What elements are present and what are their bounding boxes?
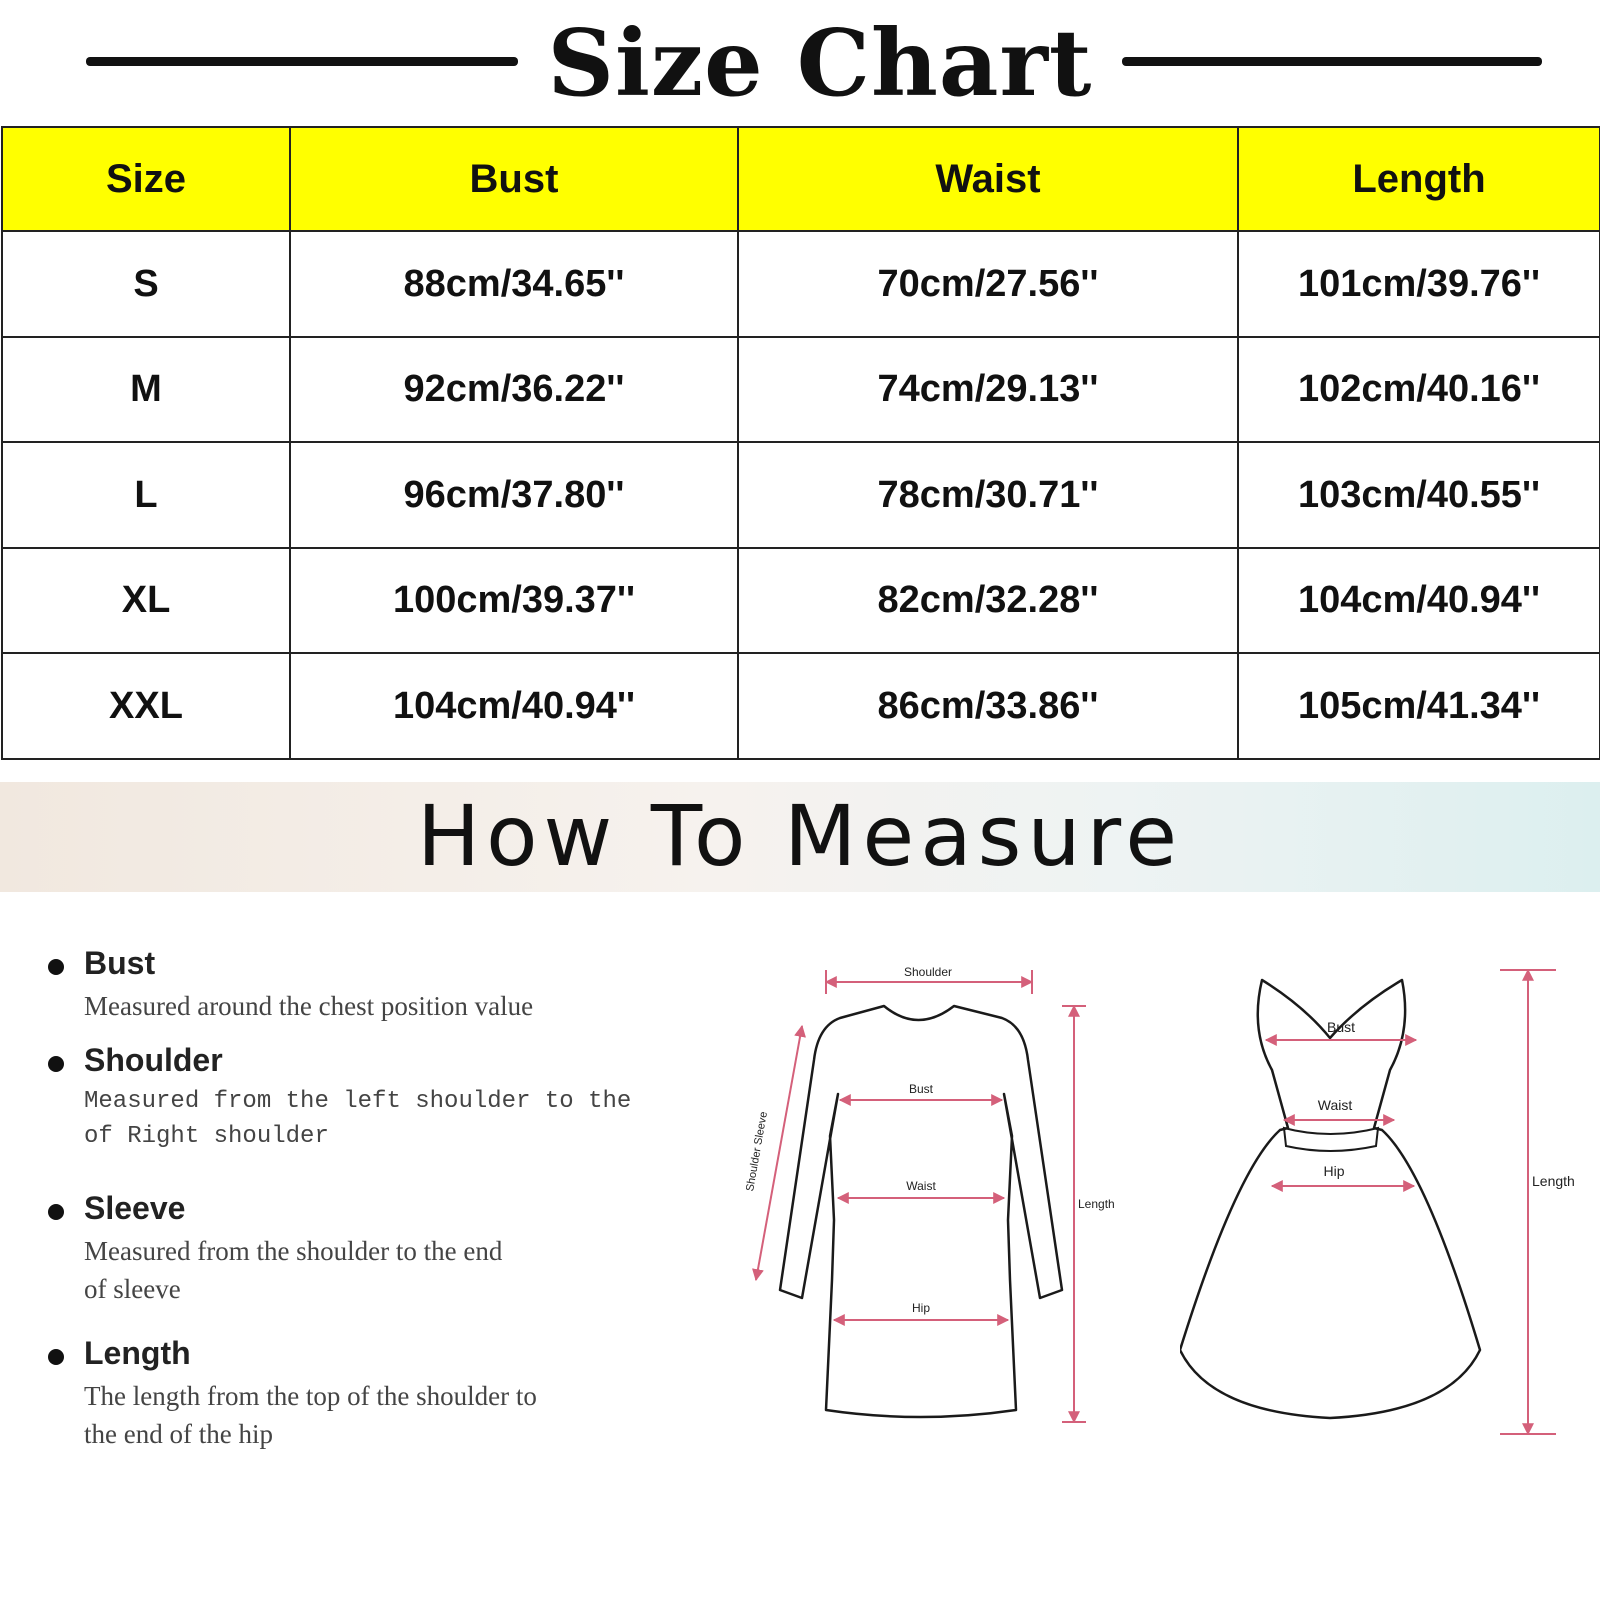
shoulder-label: Shoulder xyxy=(903,965,953,979)
title-rule-right xyxy=(1122,57,1542,66)
bust-cell: 100cm/39.37'' xyxy=(290,548,738,654)
column-header-bust: Bust xyxy=(290,127,738,231)
size-chart-header xyxy=(0,0,1600,125)
waist-cell: 70cm/27.56'' xyxy=(738,231,1238,337)
instruction-title: Sleeve xyxy=(84,1190,186,1226)
bust-cell: 92cm/36.22'' xyxy=(290,337,738,443)
title-rule-left xyxy=(86,57,518,66)
length-cell: 102cm/40.16'' xyxy=(1238,337,1600,443)
bust-cell: 104cm/40.94'' xyxy=(290,653,738,759)
instruction-title: Length xyxy=(84,1335,191,1371)
bust-cell: 88cm/34.65'' xyxy=(290,231,738,337)
waist-label: Waist xyxy=(1317,1097,1353,1113)
description-line: Measured around the chest position value xyxy=(84,991,534,1021)
bullet-icon xyxy=(48,1349,64,1365)
sleeveless-dress-diagram xyxy=(1180,950,1590,1440)
hip-label: Hip xyxy=(1323,1163,1345,1179)
bullet-icon xyxy=(48,959,64,975)
table-row xyxy=(2,337,1600,443)
size-cell: M xyxy=(2,337,290,443)
table-row xyxy=(2,442,1600,548)
waist-cell: 74cm/29.13'' xyxy=(738,337,1238,443)
column-header-length: Length xyxy=(1238,127,1600,231)
table-header-row xyxy=(2,127,1600,231)
instruction-title: Bust xyxy=(84,945,156,981)
bust-cell: 96cm/37.80'' xyxy=(290,442,738,548)
length-label: Length xyxy=(1078,1197,1115,1211)
how-to-measure-banner xyxy=(0,782,1600,892)
length-cell: 104cm/40.94'' xyxy=(1238,548,1600,654)
instruction-description xyxy=(84,1232,684,1308)
description-line: the end of the hip xyxy=(84,1419,273,1449)
table-row xyxy=(2,653,1600,759)
size-cell: L xyxy=(2,442,290,548)
long-sleeve-dress-outline xyxy=(780,1006,1062,1417)
sleeve-arrow xyxy=(756,1026,802,1280)
bullet-icon xyxy=(48,1056,64,1072)
description-line: of Right shoulder xyxy=(84,1123,329,1150)
instruction-description xyxy=(84,1377,684,1453)
size-cell: S xyxy=(2,231,290,337)
length-cell: 101cm/39.76'' xyxy=(1238,231,1600,337)
sleeve-label: Shoulder Sleeve xyxy=(744,1110,770,1193)
table-row xyxy=(2,548,1600,654)
bust-label: Bust xyxy=(908,1082,934,1096)
table-row xyxy=(2,231,1600,337)
instruction-description xyxy=(84,1084,684,1154)
sleeveless-dress-outline xyxy=(1180,980,1480,1418)
column-header-waist: Waist xyxy=(738,127,1238,231)
description-line: Measured from the shoulder to the end xyxy=(84,1236,503,1266)
instruction-title: Shoulder xyxy=(84,1042,223,1078)
length-cell: 103cm/40.55'' xyxy=(1238,442,1600,548)
description-line: Measured from the left shoulder to the xyxy=(84,1088,632,1115)
bust-label: Bust xyxy=(1326,1019,1356,1035)
hip-label: Hip xyxy=(911,1301,931,1315)
size-cell: XXL xyxy=(2,653,290,759)
waist-label: Waist xyxy=(906,1179,936,1193)
waist-cell: 86cm/33.86'' xyxy=(738,653,1238,759)
instruction-description xyxy=(84,987,684,1025)
long-sleeve-dress-diagram xyxy=(740,950,1130,1440)
size-table xyxy=(1,126,1600,760)
length-label: Length xyxy=(1532,1173,1575,1189)
description-line: The length from the top of the shoulder to xyxy=(84,1381,537,1411)
waist-cell: 82cm/32.28'' xyxy=(738,548,1238,654)
bullet-icon xyxy=(48,1204,64,1220)
waist-cell: 78cm/30.71'' xyxy=(738,442,1238,548)
page-title: Size Chart xyxy=(547,9,1093,117)
length-cell: 105cm/41.34'' xyxy=(1238,653,1600,759)
waistband-outline xyxy=(1284,1128,1378,1151)
size-cell: XL xyxy=(2,548,290,654)
how-to-measure-title: How To Measure xyxy=(416,787,1184,885)
column-header-size: Size xyxy=(2,127,290,231)
description-line: of sleeve xyxy=(84,1274,181,1304)
